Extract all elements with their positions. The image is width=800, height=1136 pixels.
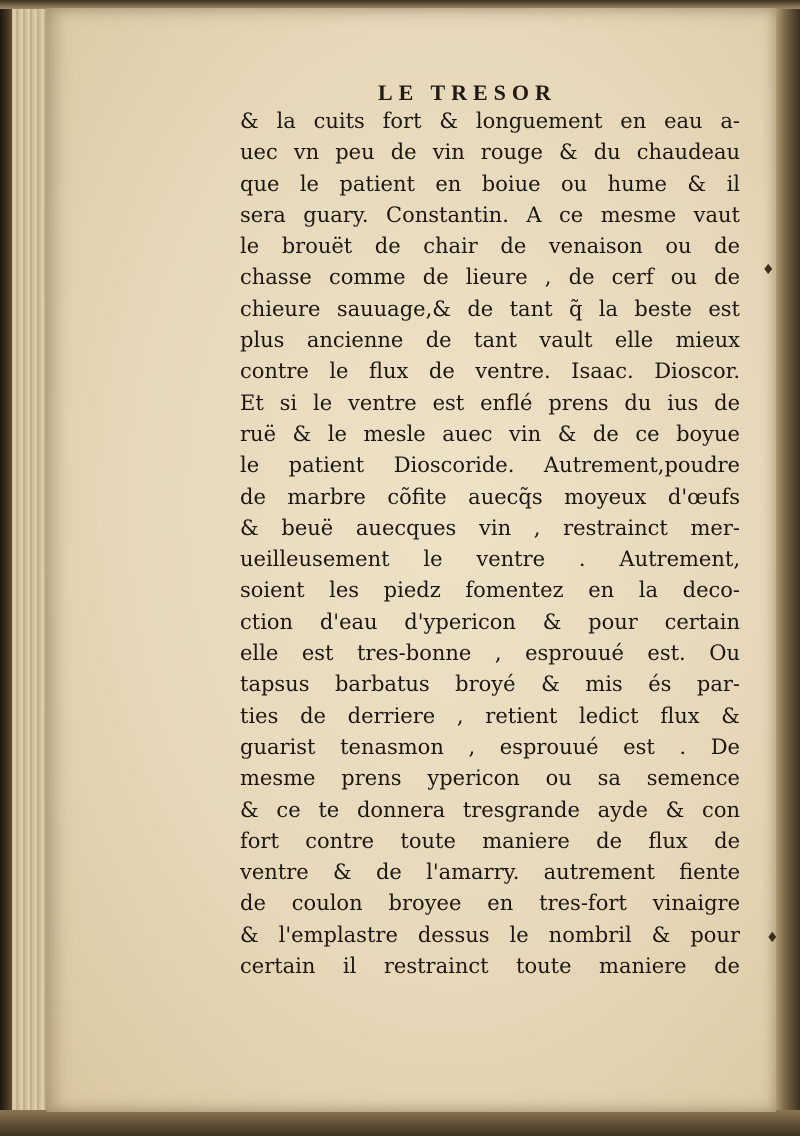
- text-line: chasse comme de lieure , de cerf ou de: [240, 265, 740, 290]
- text-line: fort contre toute maniere de flux de: [240, 828, 740, 853]
- text-line: uec vn peu de vin rouge & du chaudeau: [240, 140, 740, 165]
- text-line: ventre & de l'amarry. autrement fiente: [240, 860, 740, 885]
- bottom-page-edge: [0, 1110, 800, 1136]
- page-body: [240, 106, 740, 982]
- text-line: chieure sauuage,& de tant q̃ la beste est: [240, 296, 740, 321]
- text-line: certain il restrainct toute maniere de: [240, 954, 740, 979]
- text-line: & l'emplastre dessus le nombril & pour: [240, 922, 740, 947]
- text-line: sera guary. Constantin. A ce mesme vaut: [240, 202, 740, 227]
- text-line: & beuë auecques vin , restrainct mer-: [240, 515, 740, 540]
- text-line: mesme prens ypericon ou sa semence: [240, 766, 740, 791]
- text-line: de coulon broyee en tres-fort vinaigre: [240, 891, 740, 916]
- text-line: soient les piedz fomentez en la deco-: [240, 578, 740, 603]
- text-line: plus ancienne de tant vault elle mieux: [240, 328, 740, 353]
- text-line: Et si le ventre est enflé prens du ius de: [240, 390, 740, 415]
- text-line: ction d'eau d'ypericon & pour certain: [240, 609, 740, 634]
- text-line: contre le flux de ventre. Isaac. Dioscor.: [240, 359, 740, 384]
- text-line: ties de derriere , retient ledict flux &: [240, 703, 740, 728]
- text-line: tapsus barbatus broyé & mis és par-: [240, 672, 740, 697]
- text-line: le patient Dioscoride. Autrement,poudre: [240, 453, 740, 478]
- text-line: le brouët de chair de venaison ou de: [240, 234, 740, 259]
- margin-mark-icon: ♦: [762, 262, 775, 278]
- text-line: de marbre cõfite auecq̃s moyeux d'œufs: [240, 484, 740, 509]
- text-line: ueilleusement le ventre . Autrement,: [240, 547, 740, 572]
- text-line: ruë & le mesle auec vin & de ce boyue: [240, 421, 740, 446]
- text-line: que le patient en boiue ou hume & il: [240, 171, 740, 196]
- text-line: & ce te donnera tresgrande ayde & con: [240, 797, 740, 822]
- running-head: LE TRESOR: [378, 80, 557, 105]
- margin-mark-icon: ♦: [766, 930, 779, 946]
- right-page-edge: [774, 0, 800, 1136]
- text-line: elle est tres-bonne , esprouué est. Ou: [240, 641, 740, 666]
- text-line: guarist tenasmon , esprouué est . De: [240, 734, 740, 759]
- text-line: & la cuits fort & longuement en eau a-: [240, 109, 740, 133]
